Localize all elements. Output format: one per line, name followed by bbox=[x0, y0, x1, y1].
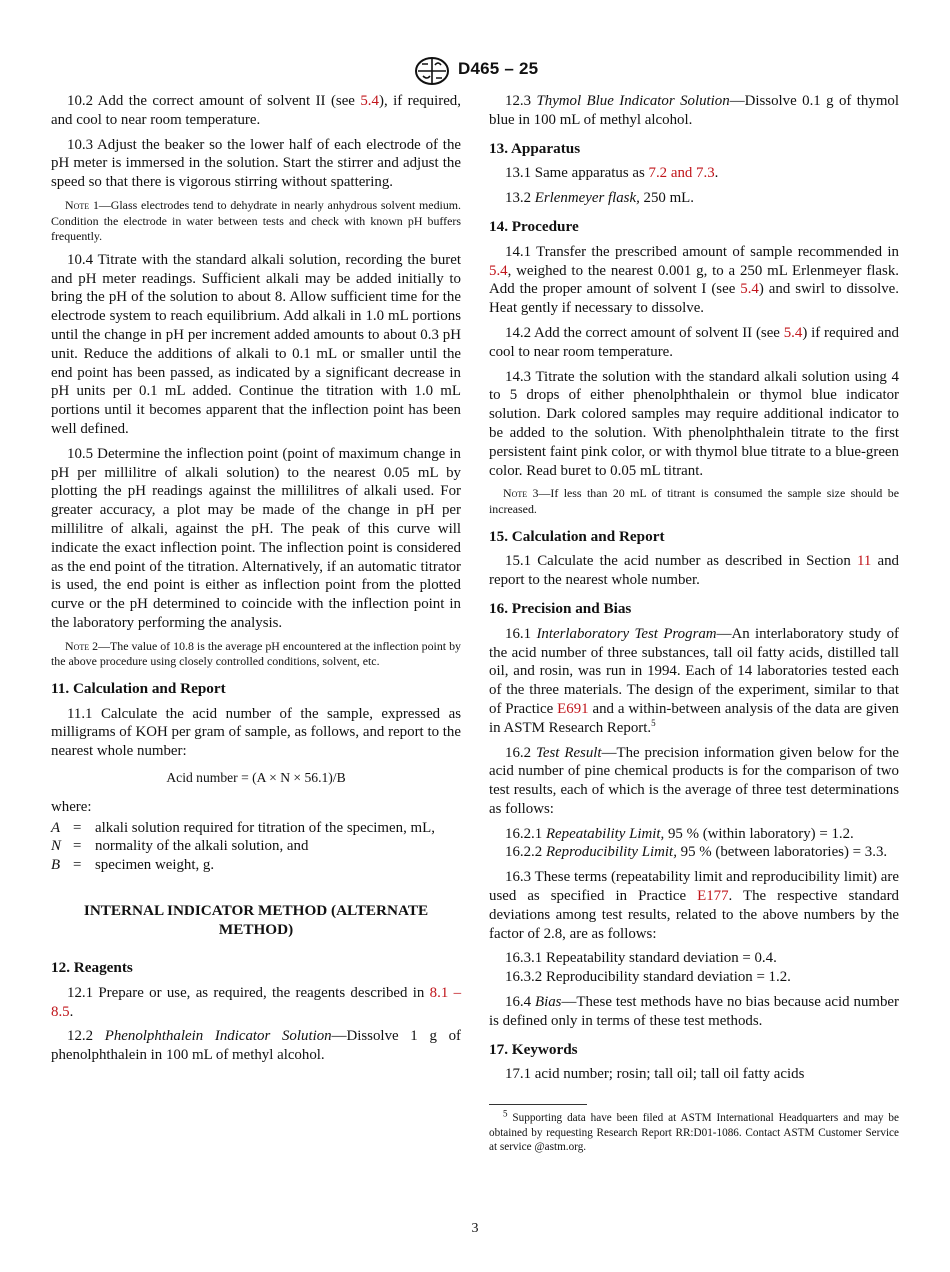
section-link[interactable]: 11 bbox=[856, 553, 872, 570]
paragraph-10-2: 10.2 Add the correct amount of solvent II (see 5.4), if required, and cool to near room temperature. bbox=[51, 93, 461, 128]
where-label: where: bbox=[51, 798, 92, 815]
heading-14: 14. Procedure bbox=[489, 217, 579, 235]
note-3: Note 3—If less than 20 mL of titrant is consumed the sample size should be increased. bbox=[489, 486, 899, 516]
section-link[interactable]: 5.4 bbox=[783, 324, 803, 341]
paragraph-15-1: 15.1 Calculate the acid number as described in Section 11 and report to the nearest whole number. bbox=[489, 553, 899, 589]
paragraph-13-1: 13.1 Same apparatus as 7.2 and 7.3. bbox=[505, 165, 719, 182]
heading-15: 15. Calculation and Report bbox=[489, 527, 665, 545]
paragraph-14-1: 14.1 Transfer the prescribed amount of sample recommended in 5.4, weighed to the nearest 0.001 g, to a 250 mL Erlenmeyer flask. Add the proper amount of solvent I (see 5.4) and swirl to dissolve. Heat gently if necessary to dissolve. bbox=[489, 243, 899, 317]
definition-row: N = normality of the alkali solution, and bbox=[51, 838, 309, 855]
paragraph-10-3: 10.3 Adjust the beaker so the lower half of each electrode of the pH meter is immersed in the solution. Start the stirrer and adjust the speed so that there is vigorous stirring without spattering. bbox=[51, 136, 461, 191]
section-link[interactable]: 5.4 bbox=[489, 262, 508, 279]
paragraph-16-2-1: 16.2.1 Repeatability Limit, 95 % (within laboratory) = 1.2. bbox=[505, 825, 854, 842]
page-number: 3 bbox=[471, 1221, 479, 1236]
note-1: Note 1—Glass electrodes tend to dehydrate in nearly anhydrous solvent medium. Condition the electrode in water between tests and check with known pH buffers frequently. bbox=[51, 197, 461, 244]
heading-16: 16. Precision and Bias bbox=[489, 599, 632, 617]
heading-11: 11. Calculation and Report bbox=[51, 679, 226, 697]
page-header bbox=[0, 56, 950, 86]
footnote-5: $^5$ Supporting data have been filed at ASTM International Headquarters and may be obtained by requesting Research Report RR:D01-1086. Contact ASTM Customer Service at service @astm.org. bbox=[489, 1108, 899, 1154]
acid-number-formula: Acid number = (A × N × 56.1)/B bbox=[166, 770, 346, 786]
paragraph-11-1: 11.1 Calculate the acid number of the sample, expressed as milligrams of KOH per gram of sample, as follows, and report to the nearest whole number: bbox=[51, 705, 461, 760]
section-link[interactable]: 8.1 – 8.5 bbox=[51, 984, 462, 1020]
section-link[interactable]: 5.4 bbox=[360, 93, 379, 109]
paragraph-16-3: 16.3 These terms (repeatability limit and reproducibility limit) are used as specified in Practice E177. The respective standard deviations among test results, related to the above numbers by the factor of 2.8, are as follows: bbox=[489, 869, 899, 942]
paragraph-12-2: 12.2 Phenolphthalein Indicator Solution—Dissolve 1 g of phenolphthalein in 100 mL of methyl alcohol. bbox=[51, 1028, 461, 1064]
paragraph-16-2-2: 16.2.2 Reproducibility Limit, 95 % (between laboratories) = 3.3. bbox=[505, 844, 888, 861]
note-2: Note 2—The value of 10.8 is the average pH encountered at the inflection point by the above procedure using closely controlled conditions, solvent, etc. bbox=[51, 638, 461, 669]
section-link[interactable]: 5.4 bbox=[740, 281, 759, 298]
heading-17: 17. Keywords bbox=[489, 1040, 578, 1058]
right-column bbox=[489, 92, 899, 1155]
definition-row: A = alkali solution required for titration of the specimen, mL, bbox=[51, 819, 435, 836]
definition-row: B = specimen weight, g. bbox=[51, 857, 215, 874]
paragraph-12-1: 12.1 Prepare or use, as required, the reagents described in 8.1 – 8.5. bbox=[51, 984, 462, 1020]
paragraph-16-4: 16.4 Bias—These test methods have no bias because acid number is defined only in terms of these test methods. bbox=[489, 994, 899, 1029]
astm-logo-icon bbox=[414, 56, 450, 86]
heading-13: 13. Apparatus bbox=[489, 139, 581, 157]
left-column bbox=[51, 92, 461, 1071]
paragraph-16-3-2: 16.3.2 Reproducibility standard deviation = 1.2. bbox=[505, 969, 791, 986]
variable-definitions bbox=[51, 819, 461, 875]
paragraph-14-3: 14.3 Titrate the solution with the standard alkali solution using 4 to 5 drops of either phenolphthalein or thymol blue indicator solution. Dark colored samples may require additional indicator to be added to the solution. With phenolphthalein titrate to the first persistent faint pink color, or with thymol blue titrate to a blue-green color. Read buret to 0.05 mL titrant. bbox=[489, 368, 899, 479]
paragraph-17-1: 17.1 acid number; rosin; tall oil; tall oil fatty acids bbox=[505, 1066, 805, 1083]
paragraph-16-1: 16.1 Interlaboratory Test Program—An interlaboratory study of the acid number of three substances, tall oil fatty acids, distilled tall oil, and rosin, was run in 1994. Each of 14 laboratories tested each of the three materials. The design of the experiment, similar to that of Practice E691 and a within-between analysis of the data are given in ASTM Research Report.$^5$ bbox=[489, 625, 899, 736]
section-link[interactable]: 7.2 and 7.3 bbox=[648, 165, 715, 182]
practice-link-e691[interactable]: E691 bbox=[557, 700, 589, 717]
footnote-divider bbox=[489, 1104, 587, 1105]
practice-link-e177[interactable]: E177 bbox=[697, 888, 729, 905]
section-title-internal-indicator: INTERNAL INDICATOR METHOD (ALTERNATE METHOD) bbox=[83, 902, 429, 939]
paragraph-16-2: 16.2 Test Result—The precision information given below for the acid number of pine chemical products is for the comparison of two test results, each of which is the average of three test determinations as follows: bbox=[489, 744, 900, 817]
paragraph-13-2: 13.2 Erlenmeyer flask, 250 mL. bbox=[505, 190, 694, 207]
paragraph-12-3: 12.3 Thymol Blue Indicator Solution—Dissolve 0.1 g of thymol blue in 100 mL of methyl alcohol. bbox=[489, 93, 899, 128]
paragraph-10-4: 10.4 Titrate with the standard alkali solution, recording the buret and pH meter readings. Sufficient alkali may be added initially to bring the pH of the solution to about 8. Allow sufficient time for the electrode system to reach equilibrium. Add alkali in 1.0 mL portions until the change in pH per increment added amounts to about 0.3 pH unit. Reduce the additions of alkali to 0.1 mL or smaller until the end point has been passed, as indicated by a significant decrease in pH units per 0.1 mL added. Continue the titration with 1.0 mL portions until it becomes apparent that the inflection point has been well defined. bbox=[51, 251, 461, 437]
footnote-ref: 5 bbox=[651, 717, 656, 728]
heading-12: 12. Reagents bbox=[51, 959, 133, 977]
paragraph-16-3-1: 16.3.1 Repeatability standard deviation = 0.4. bbox=[505, 950, 777, 967]
document-id: D465 – 25 bbox=[458, 59, 539, 78]
paragraph-14-2: 14.2 Add the correct amount of solvent II (see 5.4) if required and cool to near room temperature. bbox=[489, 324, 899, 360]
paragraph-10-5: 10.5 Determine the inflection point (point of maximum change in pH per millilitre of alkali solution) to the nearest 0.05 mL by plotting the pH readings against the millilitres of alkali used. For greater accuracy, a plot may be made of the change in pH per millilitre of alkali, against the pH. The peak of this curve will indicate the exact inflection point. The inflection point is considered as the end point of the titration. Alternatively, if an automatic titrator is used, the end point is either as inflection point from the plotted curve or the pH determined to coincide with the inflection point in the laboratory performing the analysis. bbox=[51, 445, 461, 631]
